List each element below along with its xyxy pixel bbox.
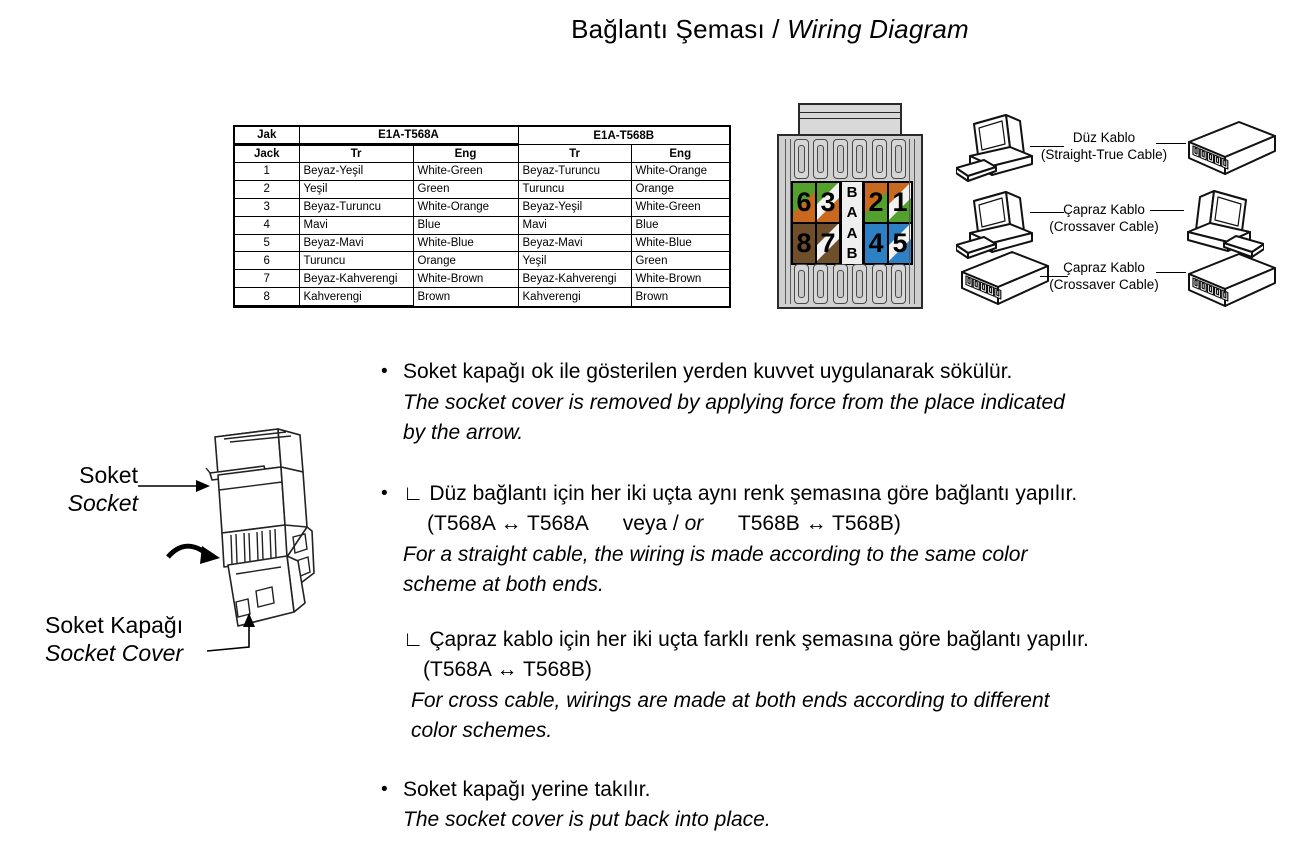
jack-cap-line	[800, 118, 900, 119]
jack-tower	[891, 264, 906, 304]
table-cell: Yeşil	[299, 180, 413, 198]
table-row	[234, 288, 730, 307]
table-cell: Beyaz-Kahverengi	[299, 270, 413, 288]
table-cell: Kahverengi	[518, 288, 631, 307]
table-cell: 2	[234, 180, 299, 198]
bullet-text: The socket cover is put back into place.	[403, 808, 771, 831]
page-title-tr: Bağlantı Şeması /	[571, 14, 788, 44]
table-header-group: E1A-T568B	[518, 126, 730, 145]
socket-cover-label-tr: Soket Kapağı	[45, 612, 184, 638]
bullet-content	[403, 775, 1221, 836]
bullet-line	[403, 570, 1221, 601]
bullet-text: (T568A ↔ T568A veya /	[427, 512, 685, 535]
table-cell: White-Green	[413, 163, 518, 181]
table-cell: Green	[631, 252, 730, 270]
table-cell: 7	[234, 270, 299, 288]
bullet-line	[403, 686, 1221, 717]
jack-color-map	[791, 181, 913, 265]
bullet-line	[403, 625, 1221, 656]
cable-row-2-right-connector-line	[1150, 210, 1184, 211]
table-cell: Beyaz-Kahverengi	[518, 270, 631, 288]
table-header-jak: Jak	[234, 126, 299, 145]
wiring-table	[233, 125, 731, 308]
jack-tower	[833, 264, 848, 304]
cable-row-3-right-hub-icon	[1183, 250, 1279, 312]
page-title-en: Wiring Diagram	[787, 14, 969, 44]
socket-cover-label	[45, 611, 183, 667]
table-subheader-cell: Tr	[518, 145, 631, 163]
jack-slot-4: 4	[864, 223, 888, 264]
jack-tower	[794, 139, 809, 179]
jack-slot-6: 6	[792, 182, 816, 223]
table-cell: 4	[234, 216, 299, 234]
bullet-text: For cross cable, wirings are made at both ends according to different	[411, 688, 1050, 712]
bullet-content	[403, 625, 1221, 747]
bullet-line	[403, 775, 1221, 806]
jack-tower	[813, 139, 828, 179]
socket-pointer-arrow	[138, 479, 210, 493]
cable-row-3-left-connector-line	[1040, 276, 1068, 277]
jack-tower	[872, 139, 887, 179]
cable-row-2-label-tr: Çapraz Kablo	[1063, 202, 1145, 217]
table-cell: 1	[234, 163, 299, 181]
bullet-text: For a straight cable, the wiring is made according to the same color	[403, 542, 1028, 566]
jack-slot-5: 5	[888, 223, 912, 264]
cable-row-1-label-tr: Düz Kablo	[1072, 130, 1136, 145]
table-cell: Beyaz-Turuncu	[518, 163, 631, 181]
table-cell: Beyaz-Mavi	[518, 234, 631, 252]
table-row	[234, 180, 730, 198]
bullet-dot: •	[381, 778, 388, 800]
table-cell: White-Blue	[631, 234, 730, 252]
jack-tower	[872, 264, 887, 304]
table-cell: White-Brown	[413, 270, 518, 288]
keystone-jack-diagram	[777, 103, 923, 309]
cable-row-1-right-connector-line	[1156, 143, 1186, 144]
jack-standard-letters	[841, 181, 863, 265]
table-header-group: E1A-T568A	[299, 126, 518, 145]
socket-label	[40, 461, 138, 517]
socket-label-tr: Soket	[79, 462, 138, 488]
table-cell: Blue	[631, 216, 730, 234]
table-row	[234, 216, 730, 234]
jack-idc-towers-top	[794, 139, 906, 179]
bullet-dot: •	[381, 361, 388, 382]
table-cell: White-Green	[631, 198, 730, 216]
bullet-content	[403, 357, 1221, 449]
jack-slot-3: 3	[816, 182, 840, 223]
table-cell: Kahverengi	[299, 288, 413, 307]
bullet-text: scheme at both ends.	[403, 573, 604, 596]
cable-row-3-label-en: (Crossaver Cable)	[1049, 276, 1159, 292]
bullet-text: Soket kapağı yerine takılır.	[403, 777, 651, 801]
jack-slot-7: 7	[816, 223, 840, 264]
bullet-item	[381, 479, 1221, 601]
table-cell: Yeşil	[518, 252, 631, 270]
cable-row-3-label-tr: Çapraz Kablo	[1063, 260, 1145, 275]
table-cell: 5	[234, 234, 299, 252]
cable-row-2-left-connector-line	[1030, 212, 1064, 213]
force-arrow-head	[200, 546, 220, 564]
table-cell: 3	[234, 198, 299, 216]
bullet-line	[403, 509, 1221, 540]
cable-row-2-right-computer-icon	[1180, 180, 1264, 260]
socket-label-en: Socket	[67, 490, 138, 516]
table-cell: White-Blue	[413, 234, 518, 252]
jack-idc-towers-bottom	[794, 264, 906, 304]
table-cell: White-Orange	[631, 163, 730, 181]
bullet-line	[403, 716, 1221, 747]
bullet-text: by the arrow.	[403, 421, 524, 444]
bullet-text: color schemes.	[411, 719, 553, 742]
bullet-line	[403, 540, 1221, 571]
table-cell: White-Brown	[631, 270, 730, 288]
cable-row-3-right-connector-line	[1156, 272, 1186, 273]
jack-letter-2: A	[846, 204, 858, 222]
table-header-row	[234, 126, 730, 145]
socket-cover-pointer-arrow	[205, 609, 263, 661]
jack-letter-3: A	[846, 224, 858, 242]
jack-letter-4: B	[846, 245, 858, 263]
table-cell: Orange	[631, 180, 730, 198]
table-row	[234, 198, 730, 216]
table-cell: Orange	[413, 252, 518, 270]
cable-row-1-label-en: (Straight-True Cable)	[1040, 146, 1168, 162]
bullet-text: Soket kapağı ok ile gösterilen yerden kuvvet uygulanarak sökülür.	[403, 360, 1013, 383]
jack-tower	[794, 264, 809, 304]
table-cell: Beyaz-Yeşil	[299, 163, 413, 181]
bullet-list	[381, 357, 1221, 836]
bullet-dot: •	[381, 482, 388, 504]
table-cell: 6	[234, 252, 299, 270]
bullet-item	[381, 775, 1221, 836]
bullet-line	[403, 805, 1221, 836]
table-subheader-row	[234, 145, 730, 163]
jack-tower	[813, 264, 828, 304]
bullet-text: ∟ Çapraz kablo için her iki uçta farklı renk şemasına göre bağlantı yapılır.	[403, 627, 1089, 651]
bullet-text: T568B ↔ T568B)	[703, 512, 901, 535]
table-row	[234, 234, 730, 252]
jack-tower	[852, 139, 867, 179]
table-cell: Beyaz-Yeşil	[518, 198, 631, 216]
table-cell: Mavi	[518, 216, 631, 234]
cable-row-2-label	[1018, 202, 1190, 235]
bullet-line	[403, 655, 1221, 686]
table-row	[234, 163, 730, 181]
jack-pins-left	[791, 181, 841, 265]
jack-pins-right	[863, 181, 913, 265]
socket-mid-body	[218, 467, 285, 533]
table-cell: Green	[413, 180, 518, 198]
table-subheader-cell: Tr	[299, 145, 413, 163]
jack-slot-2: 2	[864, 182, 888, 223]
table-row	[234, 270, 730, 288]
table-cell: Turuncu	[299, 252, 413, 270]
table-cell: Brown	[413, 288, 518, 307]
table-cell: 8	[234, 288, 299, 307]
jack-letter-1: B	[846, 183, 858, 201]
table-cell: Turuncu	[518, 180, 631, 198]
bullet-text: (T568A ↔ T568B)	[423, 658, 592, 681]
table-subheader-cell: Eng	[413, 145, 518, 163]
socket-cover-label-en: Socket Cover	[45, 640, 184, 666]
table-header-jack: Jack	[234, 145, 299, 163]
table-subheader-cell: Eng	[631, 145, 730, 163]
cable-row-2-label-en: (Crossaver Cable)	[1049, 218, 1159, 234]
bullet-line	[403, 479, 1221, 510]
bullet-text: The socket cover is removed by applying force from the place indicated	[403, 390, 1065, 414]
table-cell: White-Orange	[413, 198, 518, 216]
bullet-dot	[381, 625, 403, 747]
table-cell: Beyaz-Mavi	[299, 234, 413, 252]
page-title	[420, 14, 1120, 45]
jack-slot-1: 1	[888, 182, 912, 223]
socket-figure	[40, 415, 360, 665]
jack-body	[777, 134, 923, 309]
jack-tower	[891, 139, 906, 179]
bullet-line	[403, 418, 1221, 449]
bullet-line	[403, 357, 1221, 388]
table-cell: Blue	[413, 216, 518, 234]
bullet-item	[381, 357, 1221, 449]
bullet-line	[403, 388, 1221, 419]
jack-tower	[833, 139, 848, 179]
cable-row-1-left-connector-line	[1030, 146, 1064, 147]
jack-slot-8: 8	[792, 223, 816, 264]
table-cell: Brown	[631, 288, 730, 307]
bullet-item	[381, 625, 1221, 747]
table-row	[234, 252, 730, 270]
table-cell: Mavi	[299, 216, 413, 234]
bullet-text: ∟ Düz bağlantı için her iki uçta aynı renk şemasına göre bağlantı yapılır.	[403, 481, 1078, 505]
table-cell: Beyaz-Turuncu	[299, 198, 413, 216]
bullet-content	[403, 479, 1221, 601]
bullet-text: or	[684, 512, 704, 535]
jack-cap-line	[800, 112, 900, 113]
jack-tower	[852, 264, 867, 304]
cable-row-1-right-hub-icon	[1183, 118, 1279, 180]
jack-cap	[798, 103, 902, 136]
